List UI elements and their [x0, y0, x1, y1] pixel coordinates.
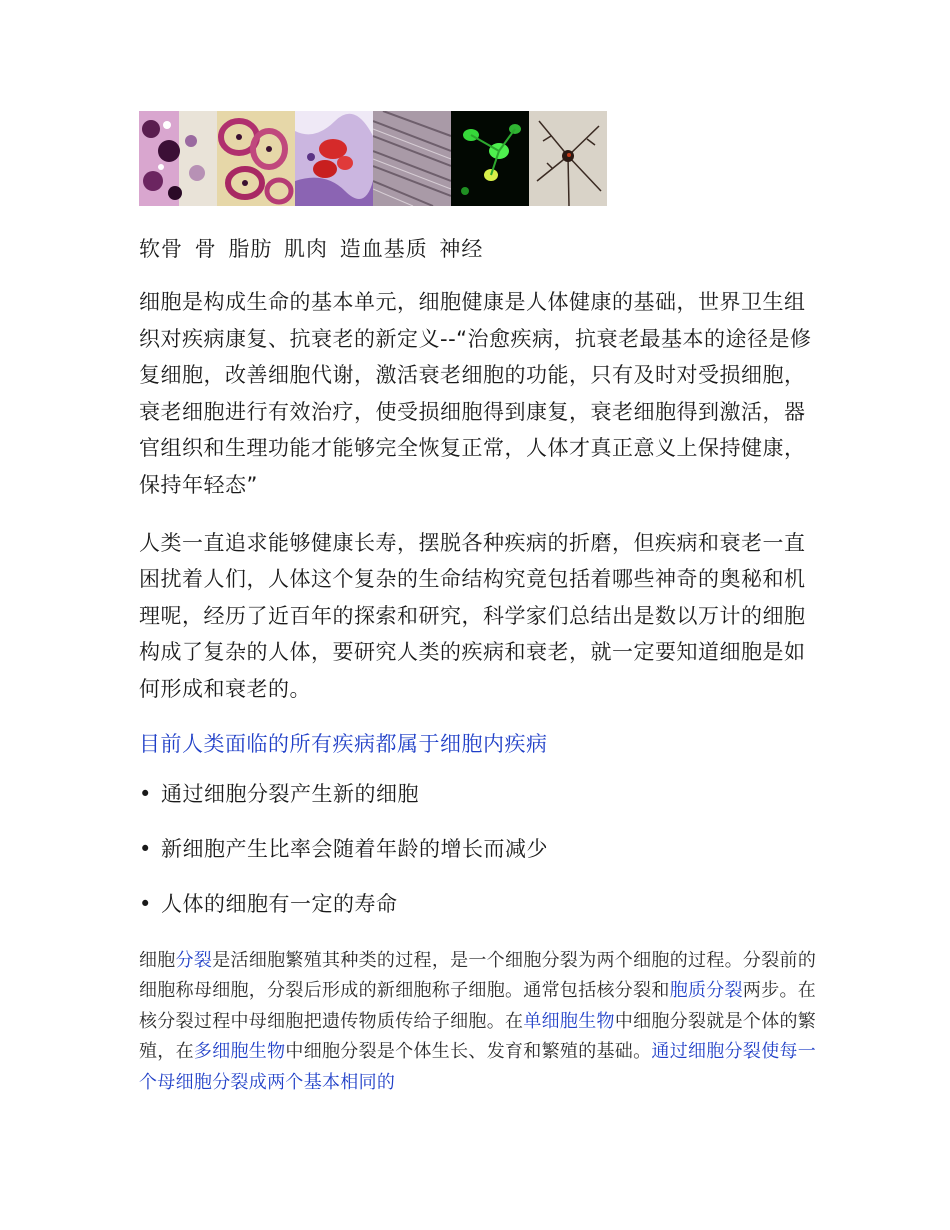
text-segment: 是活细胞繁殖其种类的过程，是一个细胞分裂为两个细胞的过程。分裂前的细胞称母细胞，分裂后形成的新细胞称子细胞。通常包括核分裂和 [139, 949, 817, 1002]
multicellular-organism-link[interactable]: 多细胞生物 [193, 1041, 286, 1063]
bullet-icon: • [139, 781, 152, 806]
fat-cell-image [295, 111, 373, 206]
bullet-text: 新细胞产生比率会随着年龄的增长而减少 [161, 836, 548, 861]
text-segment: 中细胞分裂是个体生长、发育和繁殖的基础。 [285, 1041, 652, 1063]
unicellular-organism-link[interactable]: 单细胞生物 [523, 1010, 615, 1032]
bullet-text: 通过细胞分裂产生新的细胞 [161, 781, 419, 806]
list-item [139, 779, 819, 834]
division-process-link[interactable]: 通过细胞分裂使每一个母细胞分裂成两个基本相同的 [139, 1041, 817, 1093]
muscle-cell-image [373, 111, 451, 206]
text-segment: 中细胞分裂就是个体的繁殖，在 [139, 1010, 817, 1063]
bullet-text: 人体的细胞有一定的寿命 [161, 891, 398, 916]
text-segment: 细胞 [139, 949, 176, 971]
list-item [139, 834, 819, 889]
document-page [139, 111, 819, 1117]
text-segment: 两步。在核分裂过程中母细胞把遗传物质传给子细胞。在 [139, 980, 817, 1032]
section-heading-link[interactable]: 目前人类面临的所有疾病都属于细胞内疾病 [139, 731, 548, 756]
cell-image-strip [139, 111, 607, 206]
bullet-icon: • [139, 891, 152, 916]
research-paragraph: 人类一直追求能够健康长寿，摆脱各种疾病的折磨，但疾病和衰老一直困扰着人们，人体这个复杂的生命结构究竟包括着哪些神奇的奥秘和机理呢，经历了近百年的探索和研究，科学家们总结出是数以万计的细胞构成了复杂的人体，要研究人类的疾病和衰老，就一定要知道细胞是如何形成和衰老的。 [139, 530, 806, 701]
cell-division-paragraph [139, 946, 819, 1099]
image-caption: 软骨 骨 脂肪 肌肉 造血基质 神经 [139, 237, 484, 261]
bullet-list [139, 779, 819, 944]
cytokinesis-link[interactable]: 胞质分裂 [669, 980, 743, 1002]
cartilage-cell-image [139, 111, 217, 206]
hematopoietic-matrix-image [451, 111, 529, 206]
list-item [139, 889, 819, 944]
division-link[interactable]: 分裂 [175, 949, 213, 971]
bone-cell-image [217, 111, 295, 206]
nerve-cell-image [529, 111, 607, 206]
bullet-icon: • [139, 836, 152, 861]
intro-paragraph: 细胞是构成生命的基本单元，细胞健康是人体健康的基础，世界卫生组织对疾病康复、抗衰老的新定义--“治愈疾病，抗衰老最基本的途径是修复细胞，改善细胞代谢，激活衰老细胞的功能，只有及时对受损细胞，衰老细胞进行有效治疗，使受损细胞得到康复，衰老细胞得到激活，器官组织和生理功能才能够完全恢复正常，人体才真正意义上保持健康，保持年轻态” [139, 290, 812, 497]
